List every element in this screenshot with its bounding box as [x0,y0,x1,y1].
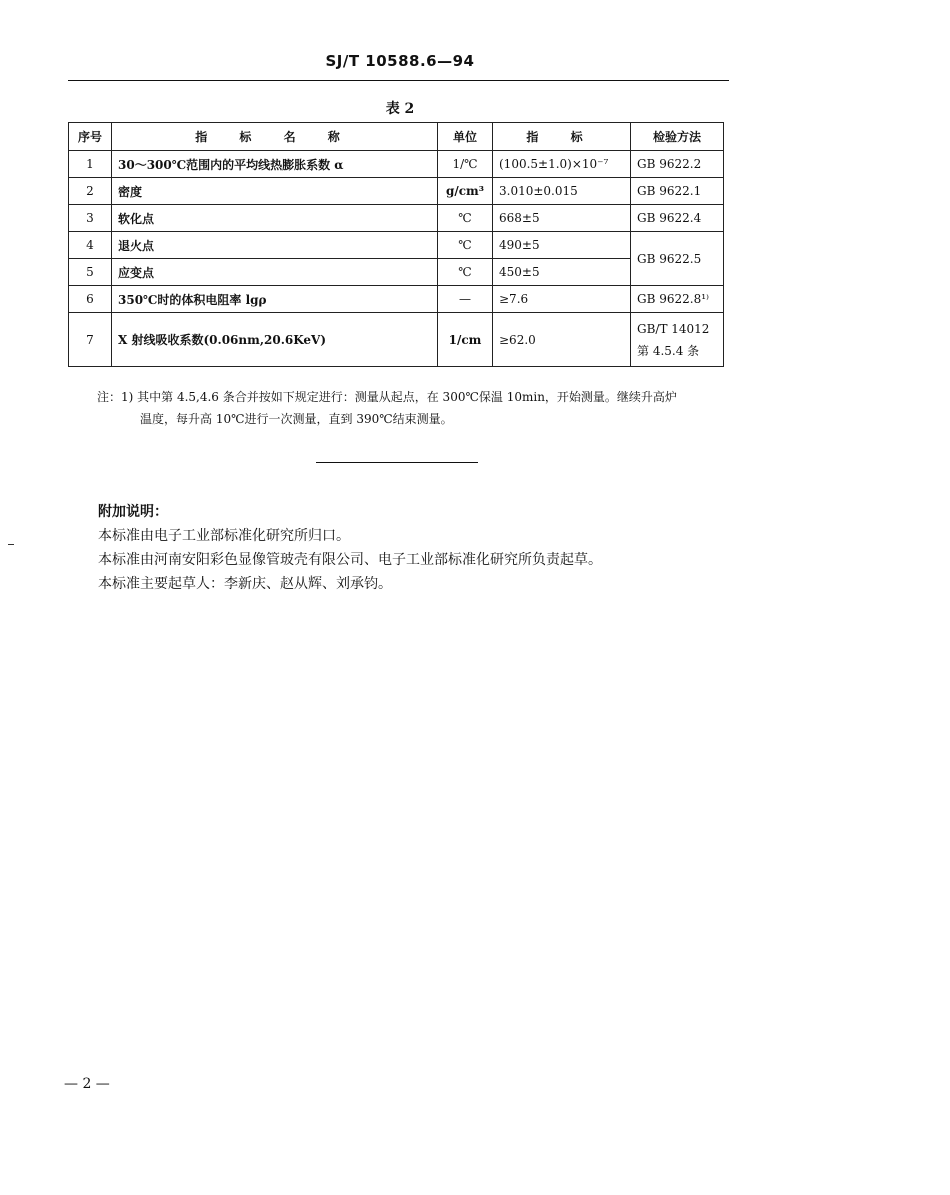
row-name: 350℃时的体积电阻率 lgρ [112,286,438,313]
row-method: GB 9622.1 [631,178,724,205]
row-no: 3 [69,205,112,232]
table-header-row [69,123,724,151]
row-no: 7 [69,313,112,367]
row-method: GB 9622.5 [631,232,724,286]
row-value: 668±5 [493,205,631,232]
table-row [69,178,724,205]
row-unit: ℃ [438,259,493,286]
header-unit: 单位 [438,123,493,151]
row-value: ≥7.6 [493,286,631,313]
row-method: GB 9622.2 [631,151,724,178]
page-number: — 2 — [64,1076,110,1092]
row-method: GB 9622.4 [631,205,724,232]
footnote-line-1: 注：1) 其中第 4.5,4.6 条合并按如下规定进行：测量从起点，在 300℃保温 10min，开始测量。继续升高炉 [97,390,677,404]
row-value: 490±5 [493,232,631,259]
row-no: 1 [69,151,112,178]
row-no: 6 [69,286,112,313]
header-no: 序号 [69,123,112,151]
row-unit: 1/℃ [438,151,493,178]
addendum-title: 附加说明： [98,504,168,520]
section-divider [316,462,478,463]
row-method: GB 9622.8¹⁾ [631,286,724,313]
table-row [69,151,724,178]
row-method-line1: GB/T 14012 [637,321,710,336]
table-row [69,286,724,313]
margin-mark [8,544,14,545]
table-row [69,205,724,232]
row-unit: 1/cm [438,313,493,367]
row-name: 软化点 [112,205,438,232]
row-method [631,313,724,367]
row-name: 退火点 [112,232,438,259]
footnote-line-2: 温度，每升高 10℃进行一次测量，直到 390℃结束测量。 [140,412,453,426]
addendum-line-1: 本标准由电子工业部标准化研究所归口。 [98,528,350,544]
spec-table [68,122,724,367]
row-no: 4 [69,232,112,259]
table-row [69,232,724,259]
table-caption: 表 2 [385,101,415,117]
row-name: 30～300℃范围内的平均线热膨胀系数 α [112,151,438,178]
header-name: 指 标 名 称 [112,123,438,151]
row-value: 3.010±0.015 [493,178,631,205]
header-method: 检验方法 [631,123,724,151]
addendum [98,500,738,596]
row-unit: ℃ [438,205,493,232]
row-unit: ℃ [438,232,493,259]
row-value: 450±5 [493,259,631,286]
row-name: 密度 [112,178,438,205]
row-no: 2 [69,178,112,205]
row-no: 5 [69,259,112,286]
row-unit: — [438,286,493,313]
row-value: (100.5±1.0)×10⁻⁷ [493,151,631,178]
table-row [69,313,724,367]
row-name: 应变点 [112,259,438,286]
row-name: X 射线吸收系数(0.06nm,20.6KeV) [112,313,438,367]
table-row [69,259,724,286]
addendum-line-3: 本标准主要起草人：李新庆、赵从辉、刘承钧。 [98,576,392,592]
header-rule [68,80,729,81]
table-footnote [97,386,737,430]
row-value: ≥62.0 [493,313,631,367]
header-value: 指 标 [493,123,631,151]
addendum-line-2: 本标准由河南安阳彩色显像管玻壳有限公司、电子工业部标准化研究所负责起草。 [98,552,602,568]
document-code: SJ/T 10588.6—94 [325,52,475,70]
row-unit: g/cm³ [438,178,493,205]
row-method-line2: 第 4.5.4 条 [637,343,700,358]
